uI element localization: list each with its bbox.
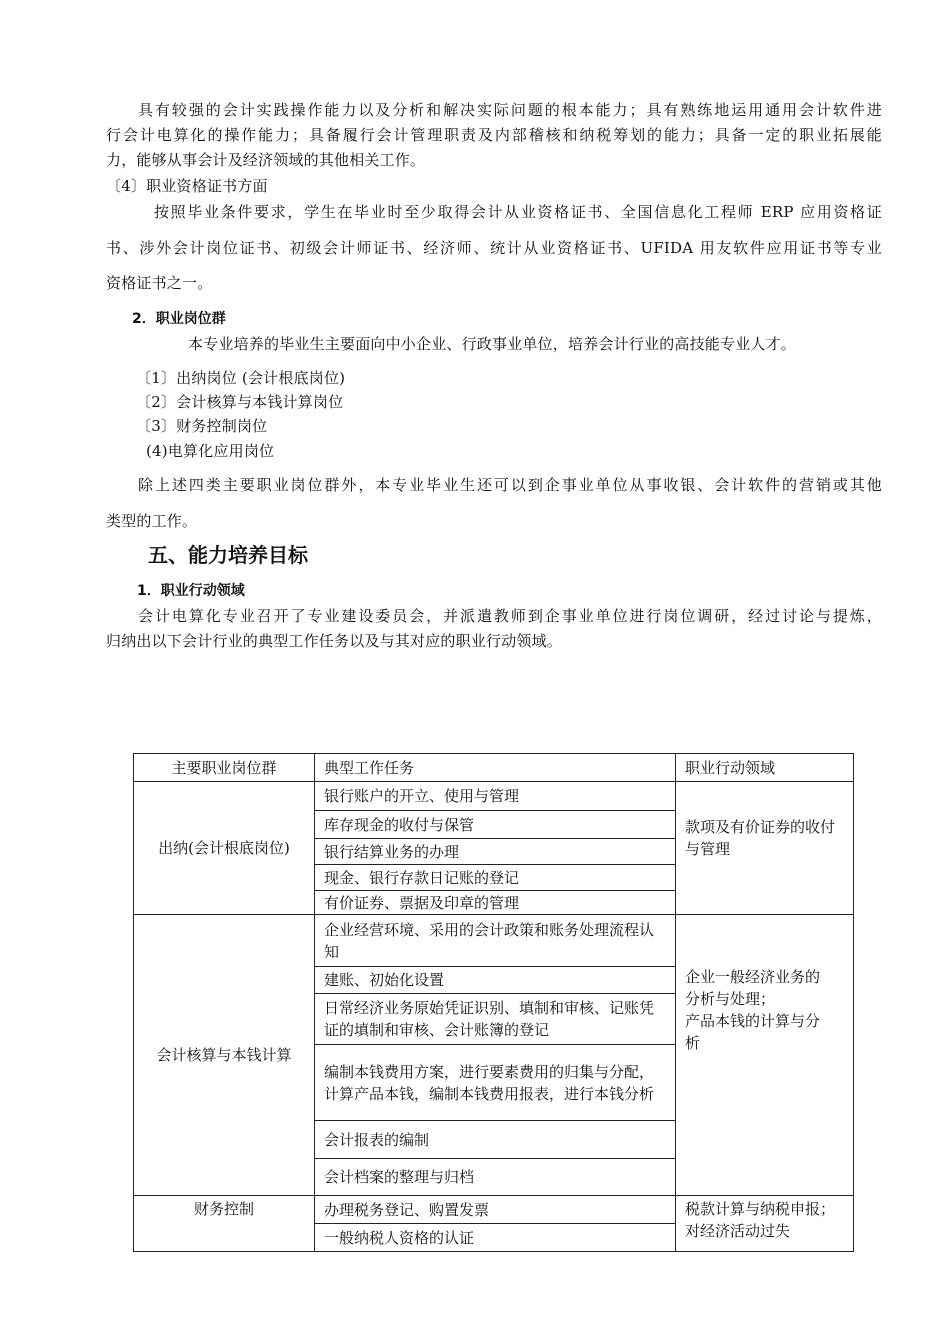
- task-cell: 现金、银行存款日记账的登记: [315, 865, 676, 891]
- domain-cell: 税款计算与纳税申报；对经济活动过失: [676, 1196, 854, 1252]
- table-row: [134, 915, 854, 967]
- ability-line-1: 具有较强的会计实践操作能力以及分析和解决实际问题的根本能力；具有熟练地运用通用会计软件进: [138, 101, 882, 119]
- task-cell: 银行结算业务的办理: [315, 839, 676, 865]
- job-item-1: 〔1〕出纳岗位 (会计根底岗位): [136, 369, 346, 387]
- cert-line-2: 书、涉外会计岗位证书、初级会计师证书、经济师、统计从业资格证书、UFIDA 用友软件应用证书等专业: [106, 239, 882, 257]
- job-group-heading: 2．职业岗位群: [132, 311, 226, 327]
- task-cell: 建账、初始化设置: [315, 967, 676, 994]
- job-outro-line-1: 除上述四类主要职业岗位群外，本专业毕业生还可以到企事业单位从事收银、会计软件的营销或其他: [138, 476, 882, 494]
- domain-cell: 款项及有价证券的收付与管理: [676, 782, 854, 915]
- header-domain: 职业行动领域: [676, 754, 854, 782]
- cert-line-1: 按照毕业条件要求，学生在毕业时至少取得会计从业资格证书、全国信息化工程师 ERP 应用资格证: [154, 203, 882, 221]
- job-item-4: (4)电算化应用岗位: [146, 442, 275, 460]
- job-item-3: 〔3〕财务控制岗位: [136, 417, 268, 435]
- position-cell: 会计核算与本钱计算: [134, 915, 315, 1196]
- task-cell: 办理税务登记、购置发票: [315, 1196, 676, 1224]
- cert-line-3: 资格证书之一。: [106, 274, 213, 292]
- position-cell: 出纳(会计根底岗位): [134, 782, 315, 915]
- header-tasks: 典型工作任务: [315, 754, 676, 782]
- job-group-intro: 本专业培养的毕业生主要面向中小企业、行政事业单位，培养会计行业的高技能专业人才。: [188, 335, 797, 353]
- task-cell: 库存现金的收付与保管: [315, 811, 676, 839]
- task-cell: 会计档案的整理与归档: [315, 1159, 676, 1196]
- domain-line: 产品本钱的计算与分析: [685, 1012, 821, 1052]
- ability-line-3: 力，能够从事会计及经济领域的其他相关工作。: [106, 151, 426, 169]
- task-cell: 日常经济业务原始凭证识别、填制和审核、记账凭证的填制和审核、会计账簿的登记: [315, 994, 676, 1045]
- section-line-2: 归纳出以下会计行业的典型工作任务以及与其对应的职业行动领域。: [106, 632, 563, 650]
- section-title: 五、能力培养目标: [148, 543, 308, 567]
- domain-line: 企业一般经济业务的分析与处理；: [685, 968, 821, 1008]
- task-cell: 编制本钱费用方案，进行要素费用的归集与分配，计算产品本钱，编制本钱费用报表，进行本钱分析: [315, 1045, 676, 1121]
- task-cell: 会计报表的编制: [315, 1121, 676, 1159]
- position-cell: 财务控制: [134, 1196, 315, 1252]
- job-outro-line-2: 类型的工作。: [106, 512, 198, 530]
- header-position: 主要职业岗位群: [134, 754, 315, 782]
- ability-line-2: 行会计电算化的操作能力；具备履行会计管理职责及内部稽核和纳税筹划的能力；具备一定的职业拓展能: [106, 126, 882, 144]
- task-cell: 一般纳税人资格的认证: [315, 1224, 676, 1252]
- job-item-2: 〔2〕会计核算与本钱计算岗位: [136, 393, 344, 411]
- table-row: [134, 1196, 854, 1224]
- job-task-table: [133, 753, 854, 1252]
- task-cell: 企业经营环境、采用的会计政策和账务处理流程认知: [315, 915, 676, 967]
- section-line-1: 会计电算化专业召开了专业建设委员会，并派遣教师到企事业单位进行岗位调研，经过讨论与提炼，: [138, 607, 882, 625]
- task-cell: 银行账户的开立、使用与管理: [315, 782, 676, 811]
- cert-heading: 〔4〕职业资格证书方面: [106, 177, 268, 195]
- task-cell: 有价证券、票据及印章的管理: [315, 891, 676, 915]
- section-sub-heading: 1．职业行动领域: [137, 583, 245, 599]
- domain-cell: [676, 915, 854, 1196]
- table-row: [134, 782, 854, 811]
- table-header-row: [134, 754, 854, 782]
